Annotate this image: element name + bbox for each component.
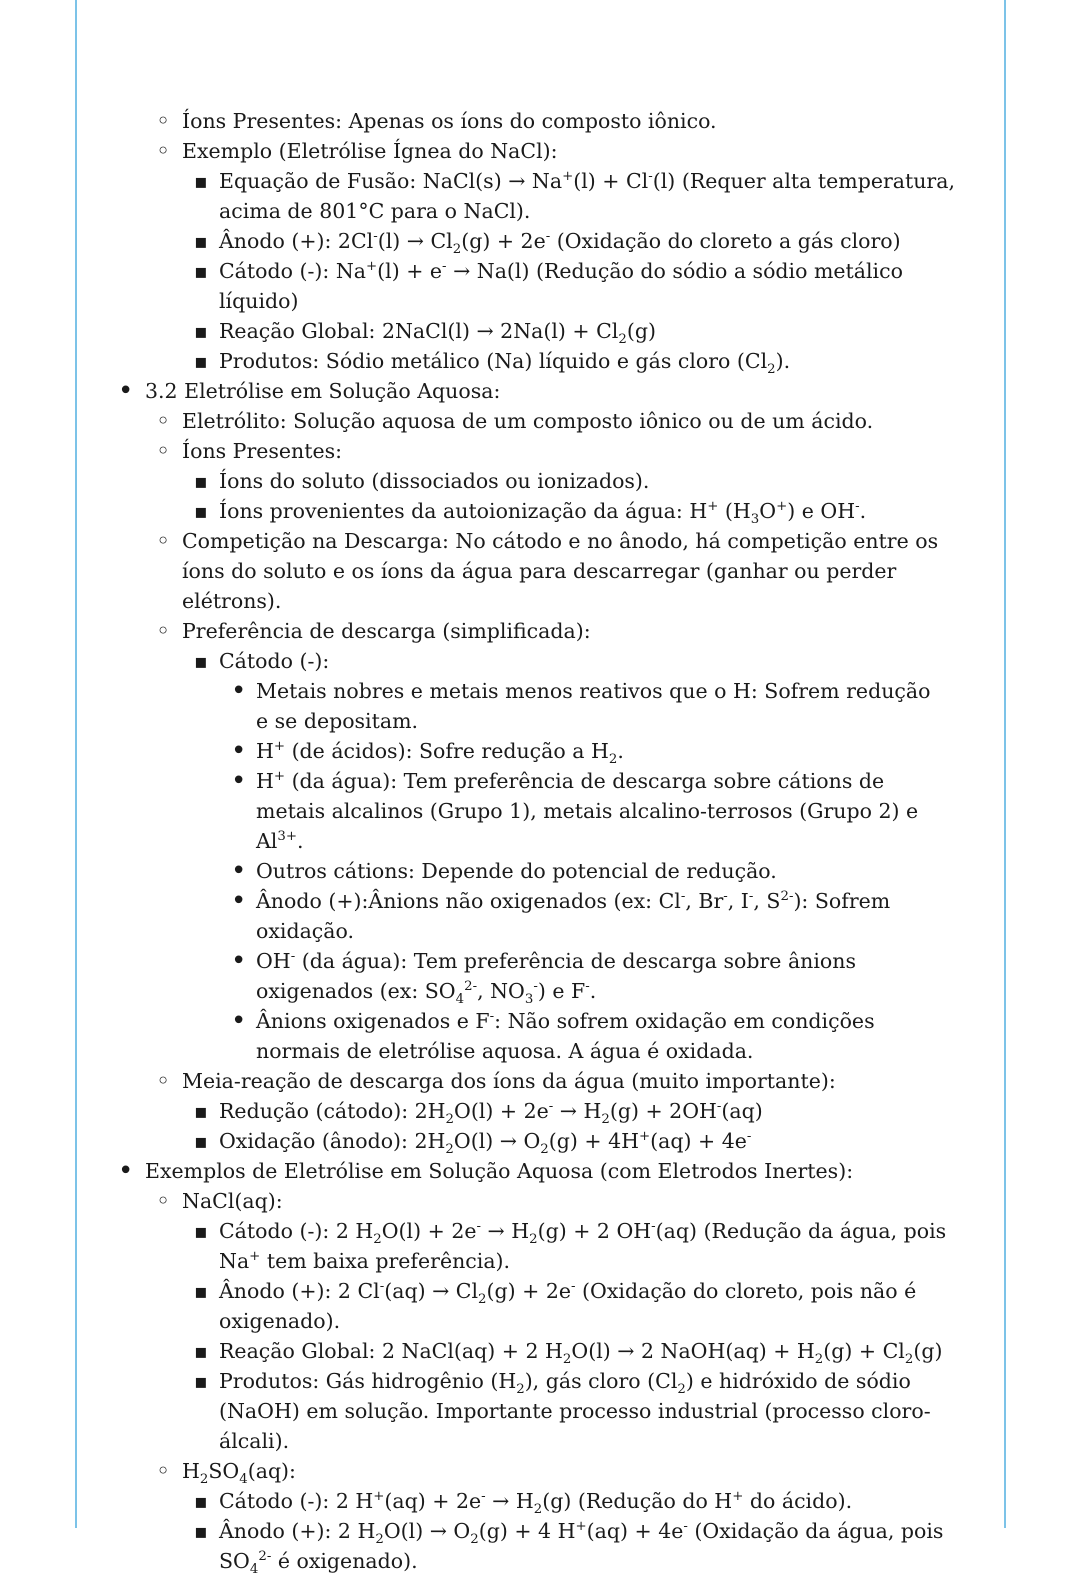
subscript: 2 — [618, 332, 627, 348]
list-item-level-3 — [0, 1216, 964, 1276]
text-run: H — [182, 1459, 200, 1483]
superscript: - — [476, 1219, 481, 1235]
text-run: (aq) + 4e — [650, 1129, 747, 1153]
subscript: 2 — [470, 1532, 479, 1548]
text-run: (l) → Cl — [377, 229, 453, 253]
subscript: 3 — [750, 512, 760, 528]
bullet-icon — [194, 466, 208, 496]
subscript: 4 — [249, 1562, 259, 1577]
list-item-level-2 — [0, 1066, 962, 1096]
text-run: (g) + 2OH — [609, 1099, 717, 1123]
text-run: O(l) + 2e — [454, 1099, 549, 1123]
superscript: + — [365, 259, 378, 275]
text-run: Redução (cátodo): 2H — [219, 1099, 446, 1123]
subscript: 2 — [814, 1352, 824, 1368]
list-item-level-3 — [0, 316, 964, 346]
text-run: O — [759, 499, 777, 523]
text-run: O(l) + 2e — [381, 1219, 477, 1243]
text-run: tem baixa preferência). — [260, 1249, 511, 1273]
text-run: → H — [553, 1099, 602, 1123]
text-run: , S — [753, 889, 781, 913]
text-run: , NO — [477, 979, 525, 1003]
subscript: 2 — [452, 242, 462, 258]
text-run: Metais nobres e metais menos reativos que o H: Sofrem redução e se depositam. — [256, 679, 931, 733]
text-run: ) e F — [537, 979, 586, 1003]
text-run: Cátodo (-): — [219, 649, 330, 673]
subscript: 4 — [455, 992, 465, 1008]
text-run: SO — [208, 1459, 240, 1483]
text-run: (g) + 4 H — [478, 1519, 576, 1543]
superscript: + — [639, 1129, 651, 1145]
list-item-level-2 — [0, 106, 962, 136]
subscript: 4 — [239, 1472, 248, 1488]
text-run: (g) + 2e — [461, 229, 546, 253]
bullet-icon — [194, 1336, 208, 1366]
list-item-level-2 — [0, 436, 962, 466]
superscript: - — [489, 1009, 495, 1025]
list-item-level-3 — [0, 1096, 964, 1126]
text-run: Reação Global: 2 NaCl(aq) + 2 H — [219, 1339, 563, 1363]
text-run: (de ácidos): Sofre redução a H — [285, 739, 609, 763]
text-run: ) e hidróxido de sódio (NaOH) em solução. Importante processo industrial (processo cloro-álcali). — [219, 1369, 931, 1453]
superscript: + — [273, 739, 286, 755]
text-run: (g) + 2e — [486, 1279, 572, 1303]
bullet-icon — [194, 1126, 208, 1156]
text-run: (g) — [626, 319, 656, 343]
text-run: Ânodo (+):Ânions não oxigenados (ex: Cl — [256, 889, 681, 913]
bullet-icon — [194, 1486, 208, 1516]
bullet-icon — [194, 166, 208, 196]
subscript: 2 — [608, 752, 618, 768]
bullet-icon — [194, 496, 208, 526]
bullet-icon — [231, 946, 246, 977]
superscript: - — [548, 1099, 554, 1115]
list-item-level-3 — [0, 1486, 964, 1516]
text-run: Íons Presentes: — [182, 439, 343, 463]
text-run: Reação Global: 2NaCl(l) → 2Na(l) + Cl — [219, 319, 619, 343]
superscript: - — [442, 259, 447, 275]
subscript: 3 — [524, 992, 534, 1008]
bullet-icon — [194, 1366, 208, 1396]
list-item-level-2 — [0, 526, 962, 616]
bullet-icon — [194, 316, 208, 346]
subscript: 2 — [562, 1352, 572, 1368]
subscript: 2 — [445, 1112, 455, 1128]
list-item-level-1 — [0, 1156, 965, 1186]
list-item-level-3 — [0, 1366, 964, 1456]
list-item-level-4 — [0, 946, 936, 1006]
text-run: (g) + 4H — [548, 1129, 639, 1153]
list-item-level-4 — [0, 1006, 936, 1066]
superscript: 2- — [258, 1549, 272, 1565]
text-run: Produtos: Sódio metálico (Na) líquido e gás cloro (Cl — [219, 349, 768, 373]
list-item-level-4 — [0, 736, 936, 766]
text-run: 3.2 Eletrólise em Solução Aquosa: — [145, 379, 501, 403]
superscript: + — [273, 769, 286, 785]
bullet-icon — [156, 1456, 170, 1487]
superscript: - — [680, 889, 686, 905]
text-run: Cátodo (-): 2 H — [219, 1489, 374, 1513]
text-run: Produtos: Gás hidrogênio (H — [219, 1369, 517, 1393]
text-run: Exemplos de Eletrólise em Solução Aquosa (com Eletrodos Inertes): — [145, 1159, 854, 1183]
bullet-icon — [156, 526, 170, 557]
bullet-icon — [231, 766, 246, 797]
text-run: , Br — [685, 889, 724, 913]
text-run: (g) — [913, 1339, 943, 1363]
text-run: Ânodo (+): 2 Cl — [219, 1279, 380, 1303]
text-run: (aq): — [247, 1459, 296, 1483]
superscript: 3+ — [277, 829, 297, 845]
text-run: Oxidação (ânodo): 2H — [219, 1129, 446, 1153]
text-run: (aq) (Redução da água, pois Na — [219, 1219, 947, 1273]
bullet-icon — [118, 376, 133, 407]
text-run: ). — [775, 349, 791, 373]
list-item-level-3 — [0, 1276, 964, 1336]
list-item-level-2 — [0, 1456, 962, 1486]
text-run: (aq) + 4e — [586, 1519, 684, 1543]
subscript: 2 — [529, 1232, 538, 1248]
text-run: (g) + 2 OH — [537, 1219, 652, 1243]
superscript: - — [748, 889, 754, 905]
list-item-level-3 — [0, 1126, 964, 1156]
list-item-level-3 — [0, 256, 964, 316]
text-run: ): Sofrem oxidação. — [256, 889, 891, 943]
text-run: Meia-reação de descarga dos íons da água (muito importante): — [182, 1069, 836, 1093]
bullet-icon — [231, 676, 246, 707]
subscript: 2 — [904, 1352, 914, 1368]
bullet-icon — [194, 1516, 208, 1546]
text-run: (l) + Cl — [573, 169, 649, 193]
list-item-level-2 — [0, 616, 962, 646]
list-item-level-3 — [0, 166, 964, 226]
superscript: - — [373, 229, 378, 245]
bullet-icon — [156, 136, 170, 167]
list-item-level-3 — [0, 496, 964, 526]
text-run: (g) (Redução do H — [542, 1489, 733, 1513]
bullet-icon — [156, 1066, 170, 1097]
bullet-icon — [231, 736, 246, 767]
superscript: 2- — [780, 889, 794, 905]
superscript: + — [732, 1489, 744, 1505]
superscript: - — [651, 1219, 656, 1235]
text-run: H — [256, 739, 274, 763]
subscript: 2 — [373, 1232, 382, 1248]
subscript: 2 — [677, 1382, 686, 1398]
bullet-icon — [194, 1216, 208, 1246]
text-run: Preferência de descarga (simplificada): — [182, 619, 591, 643]
bullet-icon — [194, 256, 208, 286]
text-run: → H — [481, 1219, 530, 1243]
text-run: (aq) + 2e — [384, 1489, 482, 1513]
list-item-level-2 — [0, 1186, 962, 1216]
text-run: OH — [256, 949, 291, 973]
subscript: 2 — [516, 1382, 525, 1398]
list-item-level-4 — [0, 856, 936, 886]
bullet-icon — [194, 1276, 208, 1306]
text-run: (l) + e — [377, 259, 443, 283]
bullet-icon — [156, 436, 170, 467]
superscript: + — [776, 499, 788, 515]
text-run: Equação de Fusão: NaCl(s) → Na — [219, 169, 563, 193]
superscript: + — [575, 1519, 587, 1535]
text-run: H — [256, 769, 274, 793]
bullet-icon — [156, 406, 170, 437]
text-run: Exemplo (Eletrólise Ígnea do NaCl): — [182, 139, 558, 163]
bullet-icon — [194, 1096, 208, 1126]
superscript: - — [533, 979, 538, 995]
subscript: 2 — [199, 1472, 209, 1488]
bullet-icon — [118, 1156, 133, 1187]
text-run: ), gás cloro (Cl — [524, 1369, 678, 1393]
superscript: + — [707, 499, 719, 515]
list-item-level-3 — [0, 226, 964, 256]
superscript: - — [290, 949, 296, 965]
list-item-level-3 — [0, 1336, 964, 1366]
bullet-icon — [156, 1186, 170, 1217]
subscript: 2 — [445, 1142, 454, 1158]
subscript: 2 — [533, 1502, 543, 1518]
superscript: + — [249, 1249, 261, 1265]
text-run: . — [297, 829, 304, 853]
subscript: 2 — [767, 362, 776, 378]
text-run: Outros cátions: Depende do potencial de redução. — [256, 859, 777, 883]
superscript: - — [585, 979, 590, 995]
text-run: Íons do soluto (dissociados ou ionizados). — [219, 469, 650, 493]
text-run: → H — [485, 1489, 534, 1513]
superscript: - — [481, 1489, 486, 1505]
text-run: O(l) → O — [383, 1519, 471, 1543]
list-item-level-4 — [0, 676, 936, 736]
text-run: (H — [718, 499, 751, 523]
text-run: Cátodo (-): Na — [219, 259, 366, 283]
list-item-level-4 — [0, 886, 936, 946]
superscript: - — [683, 1519, 688, 1535]
superscript: - — [716, 1099, 722, 1115]
superscript: - — [379, 1279, 385, 1295]
document-body — [0, 106, 1080, 1576]
superscript: - — [746, 1129, 752, 1145]
text-run: . — [617, 739, 624, 763]
list-item-level-1 — [0, 376, 965, 406]
superscript: 2- — [464, 979, 478, 995]
list-item-level-3 — [0, 646, 964, 676]
list-item-level-2 — [0, 406, 962, 436]
list-item-level-3 — [0, 466, 964, 496]
text-run: Íons Presentes: Apenas os íons do composto iônico. — [182, 109, 717, 133]
text-run: . — [589, 979, 597, 1003]
text-run: Íons provenientes da autoionização da água: H — [219, 499, 708, 523]
text-run: ) e OH — [787, 499, 856, 523]
text-run: (g) + Cl — [823, 1339, 905, 1363]
bullet-icon — [194, 226, 208, 256]
list-item-level-2 — [0, 136, 962, 166]
text-run: (da água): Tem preferência de descarga sobre ânions oxigenados (ex: SO — [256, 949, 856, 1003]
list-item-level-3 — [0, 346, 964, 376]
subscript: 2 — [375, 1532, 384, 1548]
text-run: Cátodo (-): 2 H — [219, 1219, 374, 1243]
text-run: é oxigenado). — [271, 1549, 418, 1573]
text-run: O(l) → O — [453, 1129, 541, 1153]
superscript: - — [571, 1279, 576, 1295]
text-run: Ânodo (+): 2 H — [219, 1519, 376, 1543]
subscript: 2 — [540, 1142, 549, 1158]
superscript: + — [562, 169, 574, 185]
text-run: O(l) → 2 NaOH(aq) + H — [571, 1339, 815, 1363]
text-run: Eletrólito: Solução aquosa de um composto iônico ou de um ácido. — [182, 409, 874, 433]
bullet-icon — [231, 1006, 246, 1037]
text-run: do ácido). — [743, 1489, 853, 1513]
superscript: - — [723, 889, 728, 905]
text-run: Ânions oxigenados e F — [256, 1009, 490, 1033]
text-run: (aq) → Cl — [384, 1279, 479, 1303]
bullet-icon — [194, 646, 208, 676]
text-run: (Oxidação do cloreto, pois não é oxigenado). — [219, 1279, 917, 1333]
text-run: (da água): Tem preferência de descarga sobre cátions de metais alcalinos (Grupo 1), metais alcalino-terrosos (Grupo 2) e Al — [256, 769, 919, 853]
text-run: , I — [727, 889, 749, 913]
text-run: : Não sofrem oxidação em condições normais de eletrólise aquosa. A água é oxidada. — [256, 1009, 875, 1063]
text-run: → Na(l) (Redução do sódio a sódio metálico líquido) — [219, 259, 903, 313]
text-run: (aq) — [721, 1099, 763, 1123]
text-run: . — [859, 499, 867, 523]
superscript: - — [648, 169, 653, 185]
text-run: Competição na Descarga: No cátodo e no ânodo, há competição entre os íons do soluto e os íons da água para descarregar (ganhar ou perder elétrons). — [182, 529, 939, 613]
text-run: (Oxidação do cloreto a gás cloro) — [550, 229, 901, 253]
bullet-icon — [194, 346, 208, 376]
list-item-level-4 — [0, 766, 936, 856]
bullet-icon — [231, 856, 246, 887]
text-run: NaCl(aq): — [182, 1189, 283, 1213]
bullet-icon — [231, 886, 246, 917]
superscript: + — [373, 1489, 385, 1505]
superscript: - — [855, 499, 860, 515]
text-run: Ânodo (+): 2Cl — [219, 229, 374, 253]
superscript: - — [545, 229, 551, 245]
subscript: 2 — [601, 1112, 610, 1128]
text-run: (l) (Requer alta temperatura, acima de 801°C para o NaCl). — [219, 169, 955, 223]
bullet-icon — [156, 616, 170, 647]
subscript: 2 — [478, 1292, 487, 1308]
list-item-level-3 — [0, 1516, 964, 1576]
bullet-icon — [156, 106, 170, 137]
text-run: (Oxidação da água, pois SO — [219, 1519, 944, 1573]
